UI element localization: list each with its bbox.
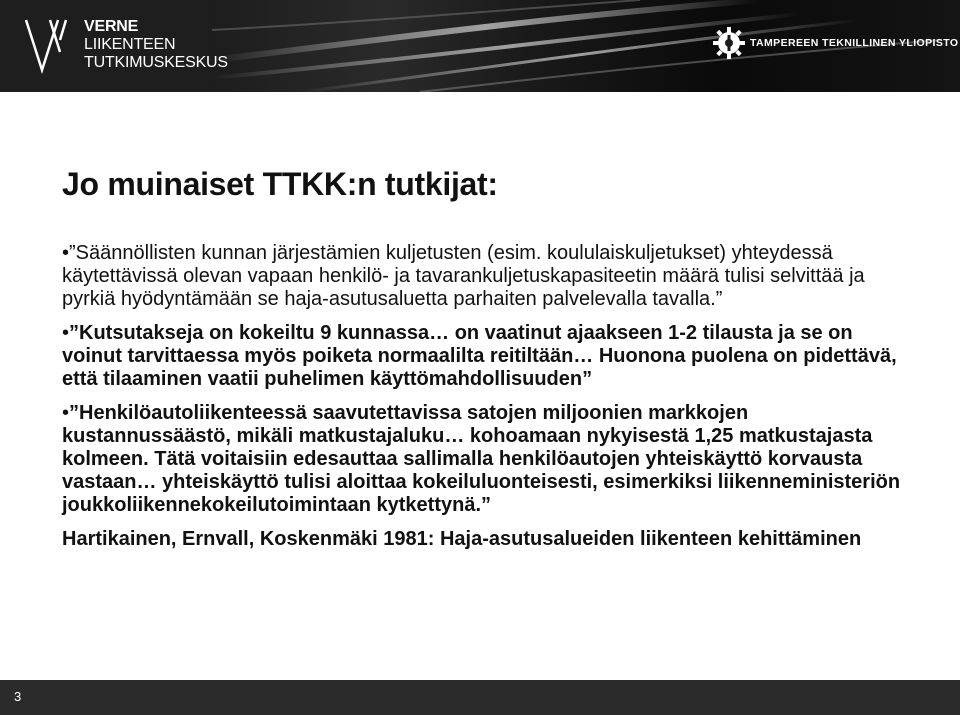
quote-paragraph-3	[62, 402, 902, 517]
tut-gear-logo-icon	[712, 26, 746, 60]
page-number: 3	[14, 689, 22, 704]
footer-bar	[0, 680, 960, 715]
verne-logo-text	[84, 18, 228, 72]
header-banner	[0, 0, 960, 92]
bullet-icon: •	[62, 242, 70, 264]
verne-v-logo-icon	[22, 16, 72, 74]
tut-logo	[712, 26, 959, 62]
verne-logo-line3: TUTKIMUSKESKUS	[84, 54, 228, 71]
bullet-icon: •	[62, 402, 70, 424]
quote-paragraph-2	[62, 322, 902, 391]
quote-text-1: ”Säännöllisten kunnan järjestämien kuljetusten (esim. koululaiskuljetukset) yhteydessä käytettävissä olevan vapaan henkilö- ja tavarankuljetuskapasiteetin määrä tulisi selvittää ja pyrkiä hyödyntämään se haja-asutusaluetta parhaiten palvelevalla tavalla.”	[62, 242, 865, 310]
reference-citation: Hartikainen, Ernvall, Koskenmäki 1981: Haja-asutusalueiden liikenteen kehittäminen	[62, 528, 862, 550]
bullet-icon: •	[62, 322, 70, 344]
quote-text-2: ”Kutsutakseja on kokeiltu 9 kunnassa… on vaatinut ajaakseen 1-2 tilausta ja se on voinut tarvittaessa myös poiketa normaalilta reitiltään… Huonona puolena on pidettävä, että tilaaminen vaatii puhelimen käyttömahdollisuuden”	[62, 322, 897, 390]
quote-text-3: ”Henkilöautoliikenteessä saavutettavissa satojen miljoonien markkojen kustannussäästö, mikäli matkustajaluku… kohoamaan nykyisestä 1,25 matkustajasta kolmeen. Tätä voitaisiin edesauttaa sallimalla henkilöautojen yhteiskäyttö korvausta vastaan… yhteiskäyttö tulisi aloittaa kokeiluluonteisesti, esimerkiksi liikenneministeriön joukkoliikennekokeilutoimintaan kytkettynä.”	[62, 402, 901, 516]
tut-logo-text: TAMPEREEN TEKNILLINEN YLIOPISTO	[750, 37, 959, 49]
verne-logo-line2: LIIKENTEEN	[84, 36, 176, 53]
verne-logo-line1: VERNE	[84, 18, 139, 35]
verne-logo	[0, 0, 228, 92]
slide-body	[62, 242, 902, 562]
quote-paragraph-1	[62, 242, 902, 311]
slide-title: Jo muinaiset TTKK:n tutkijat:	[62, 166, 498, 202]
